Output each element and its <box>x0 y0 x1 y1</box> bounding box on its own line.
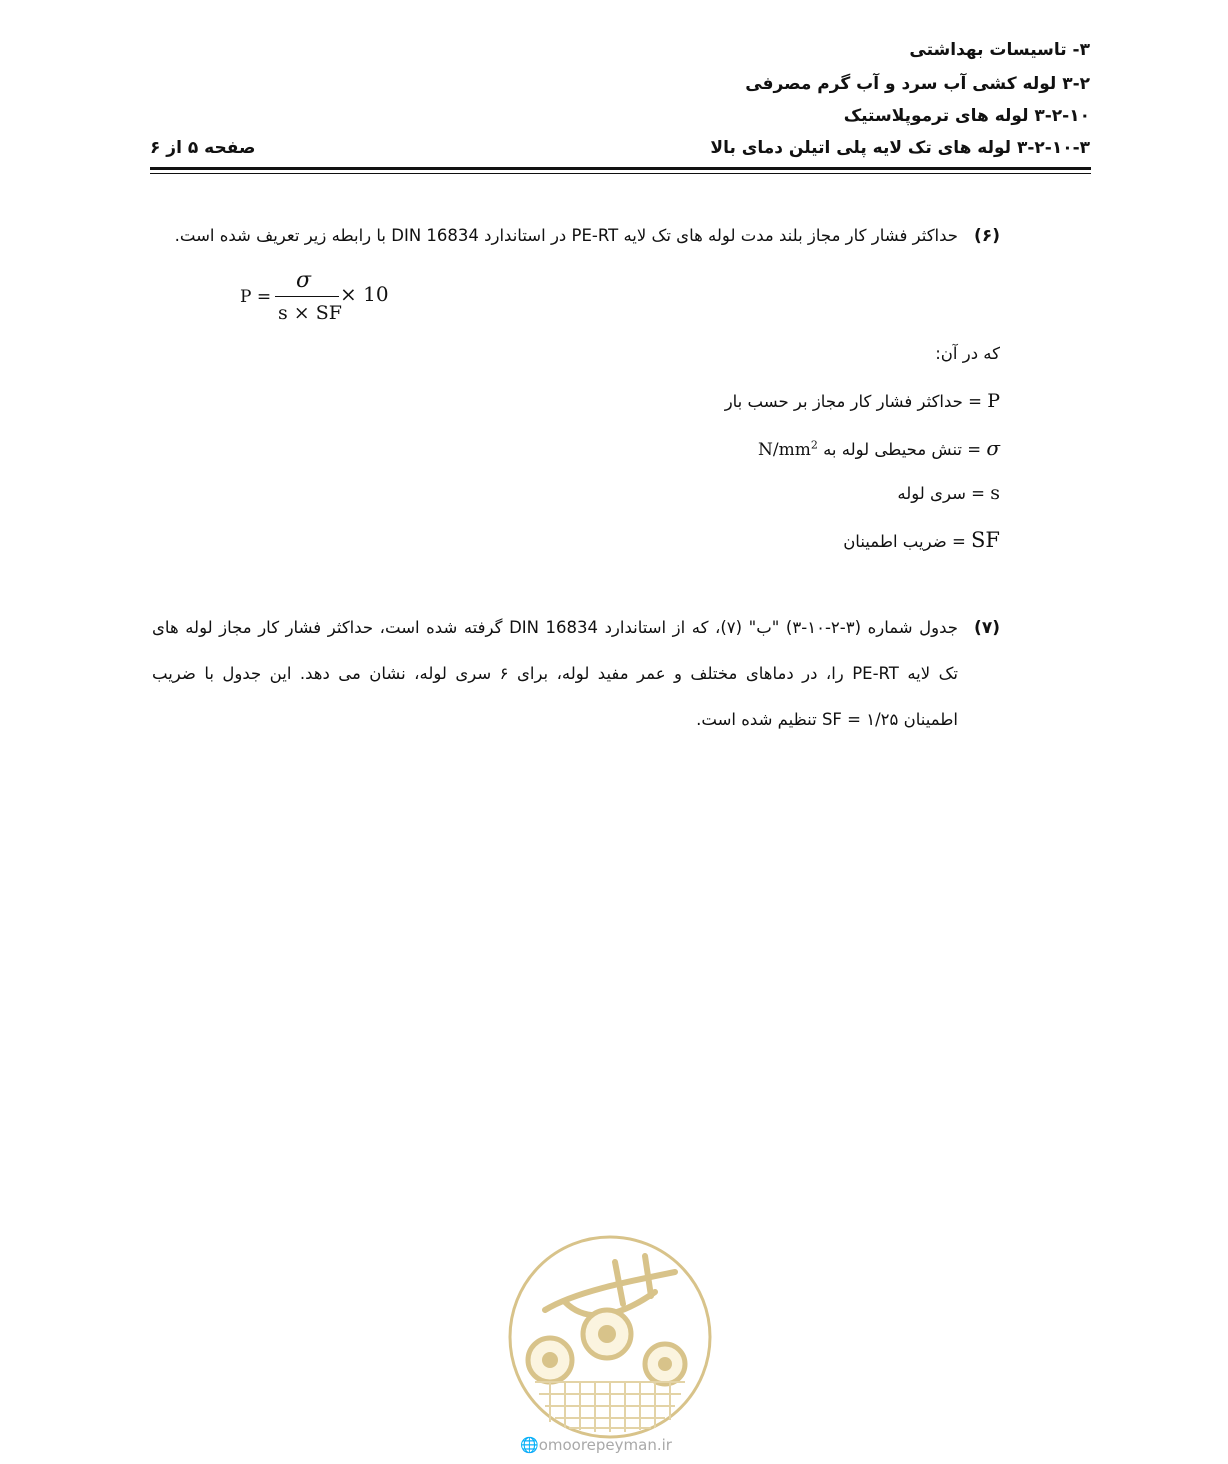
definition-sf <box>843 528 1000 552</box>
definition-text: = ضریب اطمینان <box>843 532 966 551</box>
definition-sigma <box>758 436 1000 460</box>
header-chapter: ۳- تاسیسات بهداشتی <box>909 40 1090 60</box>
globe-icon: 🌐 <box>520 1436 539 1454</box>
definition-symbol: P <box>987 390 1000 412</box>
definitions-intro: که در آن: <box>935 344 1000 363</box>
header-subsubsection: ۳-۲-۱۰-۳ لوله های تک لایه پلی اتیلن دمای بالا <box>710 138 1090 158</box>
header-section: ۳-۲ لوله کشی آب سرد و آب گرم مصرفی <box>745 74 1090 94</box>
header-subsection: ۳-۲-۱۰ لوله های ترموپلاستیک <box>843 106 1090 126</box>
item-7-line-3: اطمینان SF = ۱/۲۵ تنظیم شده است. <box>696 710 958 729</box>
definition-symbol: s <box>990 482 1000 504</box>
item-6-number: (۶) <box>974 226 1000 246</box>
item-6-text: حداکثر فشار کار مجاز بلند مدت لوله های تک لایه PE-RT در استاندارد DIN 16834 با رابطه زیر تعریف شده است. <box>174 226 958 245</box>
definition-text: = سری لوله <box>897 484 985 503</box>
formula-lhs: P = <box>240 287 272 307</box>
definition-text: = تنش محیطی لوله به <box>823 440 982 459</box>
company-stamp-logo <box>505 1232 715 1442</box>
formula-fraction-bar <box>275 296 339 297</box>
formula-multiplier: × 10 <box>340 282 389 306</box>
page-number: صفحه ۵ از ۶ <box>150 138 256 158</box>
formula-denominator: s × SF <box>278 302 342 324</box>
definition-text: = حداکثر فشار کار مجاز بر حسب بار <box>724 392 982 411</box>
definition-s <box>897 482 1000 504</box>
definition-symbol: SF <box>971 528 1000 552</box>
item-7-number: (۷) <box>974 618 1000 638</box>
definition-symbol: σ <box>986 436 1000 460</box>
item-7-line-2: تک لایه PE-RT را، در دماهای مختلف و عمر مفید لوله، برای ۶ سری لوله، نشان می دهد. این جدول با ضریب <box>152 664 958 683</box>
definition-unit <box>758 440 818 460</box>
formula-numerator: σ <box>296 268 312 293</box>
pressure-formula <box>240 268 400 334</box>
website-watermark <box>520 1436 672 1454</box>
header-divider-thin <box>150 173 1091 174</box>
header-divider-thick <box>150 167 1091 170</box>
item-7-line-1: جدول شماره (۳-۲-۱۰-۳) "ب" (۷)، که از استاندارد DIN 16834 گرفته شده است، حداکثر فشار کار مجاز لوله های <box>152 618 958 637</box>
watermark-text: omoorepeyman.ir <box>538 1436 672 1454</box>
unit-superscript: 2 <box>810 438 818 452</box>
unit-base: N/mm <box>757 440 811 460</box>
definition-p <box>725 390 1000 412</box>
